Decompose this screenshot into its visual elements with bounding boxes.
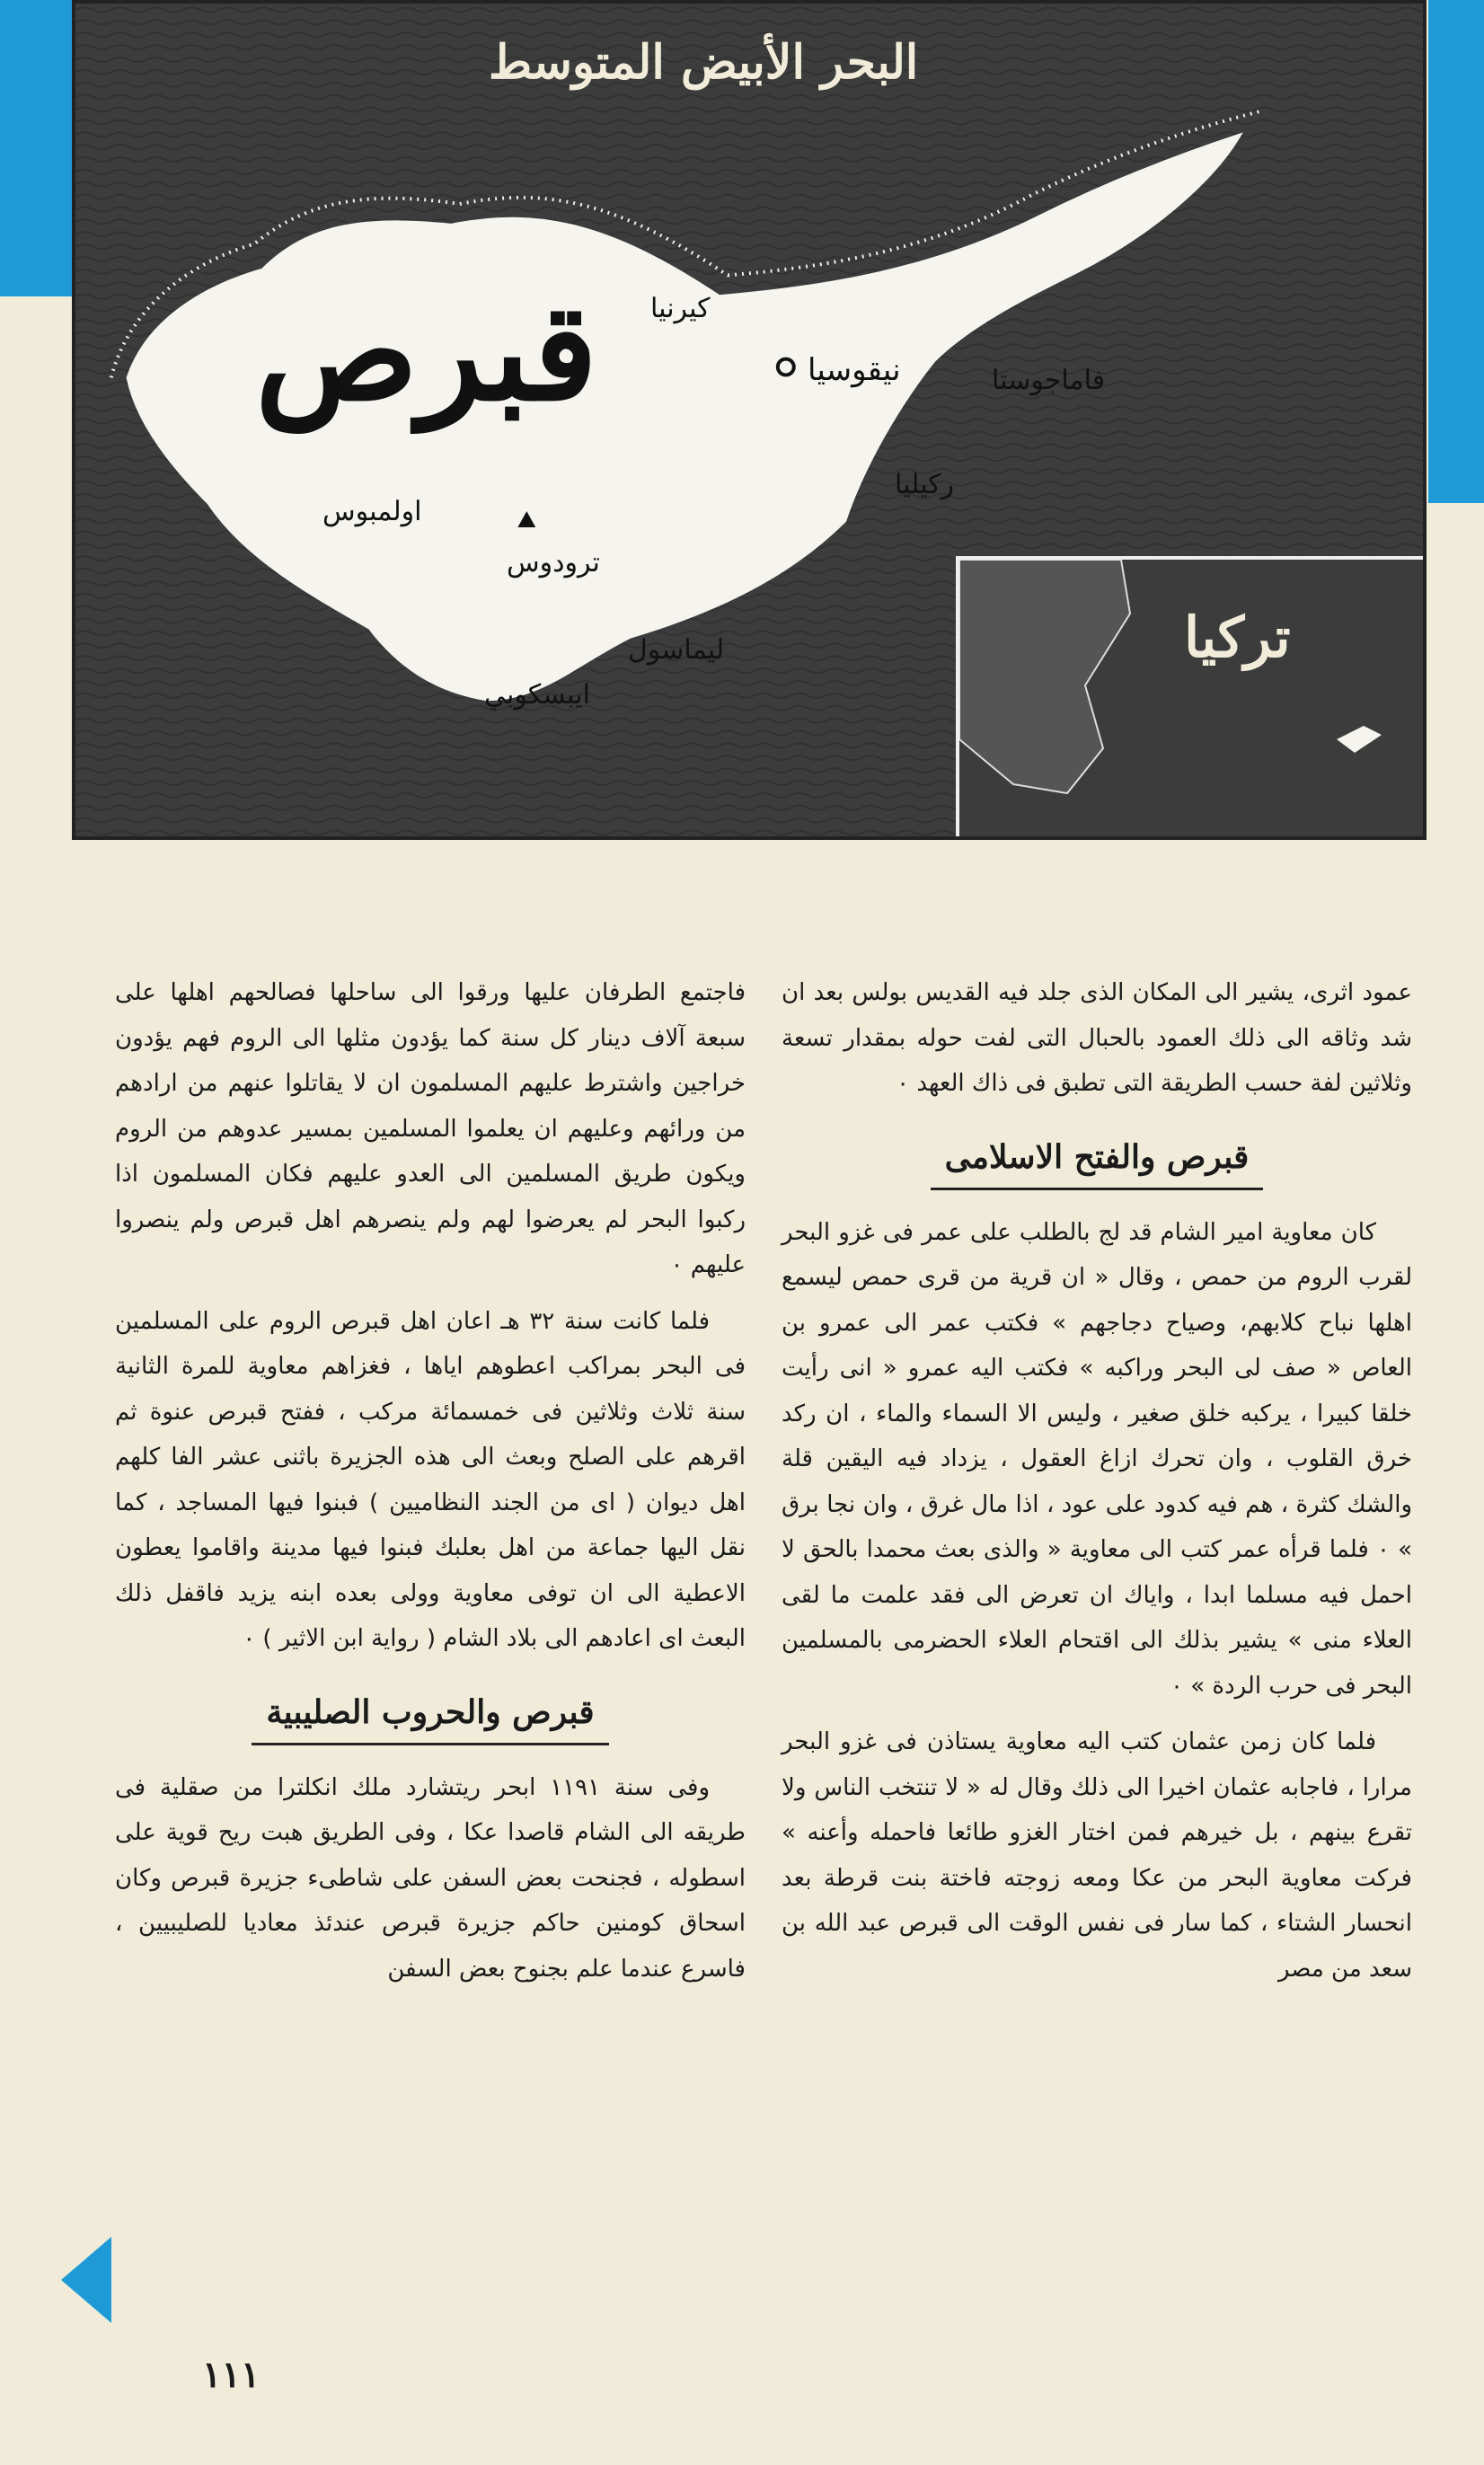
inset-map-graphic xyxy=(959,560,1427,840)
page-number: ١١١ xyxy=(202,2354,261,2396)
place-label-dhekelia: ركيليا xyxy=(895,469,954,500)
place-label-episkopi: ايبسكوبي xyxy=(484,679,590,711)
section-heading-text: قبرص والفتح الاسلامى xyxy=(931,1132,1264,1190)
cyprus-map xyxy=(72,0,1427,840)
article-paragraph: فلما كانت سنة ٣٢ هـ اعان اهل قبرص الروم على المسلمين فى البحر بمراكب اعطوهم اياها ، فغزاهم معاوية للمرة الثانية سنة ثلاث وثلاثين فى خمسمائة مركب ، ففتح قبرص عنوة ثم اقرهم على الصلح وبعث الى هذه الجزيرة باثنى عشر الفا كلهم اهل ديوان ( اى من الجند النظاميين ) فبنوا فيها المساجد ، كما نقل اليها جماعة من اهل بعلبك فبنوا فيها مدينة واقاموا يعطون الاعطية الى ان توفى معاوية وولى بعده ابنه يزيد فاقفل ذلك البعث اى اعادهم الى بلاد الشام ( رواية ابن الاثير ) ٠ xyxy=(115,1307,746,1652)
turkey-inset-map xyxy=(956,556,1427,840)
section-heading-text: قبرص والحروب الصليبية xyxy=(252,1687,608,1745)
article-paragraph: فلما كان زمن عثمان كتب اليه معاوية يستاذن فى غزو البحر مرارا ، فاجابه عثمان اخيرا الى ذلك وقال له « لا تنتخب الناس ولا تقرع بينهم ، بل خيرهم فمن اختار الغزو طائعا فاحمله وأعنه » فركت معاوية البحر من عكا ومعه زوجته فاختة بنت قرطة بعد انحسار الشتاء ، كما سار فى نفس الوقت الى قبرص عبد الله بن سعد من مصر xyxy=(782,1728,1412,1983)
place-label-limassol: ليماسول xyxy=(628,634,725,666)
decorative-blue-strip-right xyxy=(1428,0,1484,503)
article-paragraph: عمود اثرى، يشير الى المكان الذى جلد فيه القديس بولس بعد ان شد وثاقه الى ذلك العمود بالحبال التى لفت حوله بمقدار تسعة وثلاثين لفة حسب الطريقة التى تطبق فى ذاك العهد ٠ xyxy=(782,979,1412,1097)
section-heading-crusades xyxy=(115,1687,746,1745)
article-paragraph: وفى سنة ١١٩١ ابحر ريتشارد ملك انكلترا من صقلية فى طريقه الى الشام قاصدا عكا ، وفى الطريق هبت ريح قوية على اسطوله ، فجنحت بعض السفن على شاطىء جزيرة قبرص وكان اسحاق كومنين حاكم جزيرة قبرص عندئذ معاديا للصليبيين ، فاسرع عندما علم بجنوح بعض السفن xyxy=(115,1773,746,1983)
next-page-arrow-icon[interactable] xyxy=(61,2237,111,2323)
article-paragraph: كان معاوية امير الشام قد لج بالطلب على عمر فى غزو البحر لقرب الروم من حمص ، وقال « ان قرية من قرى حمص ليسمع اهلها نباح كلابهم، وصياح دجاجهم » فكتب عمر الى عمرو بن العاص « صف لى البحر وراكبه » فكتب اليه عمرو « انى رأيت خلقا كبيرا ، يركبه خلق صغير ، وليس الا السماء والماء ، ان ركد خرق القلوب ، وان تحرك ازاغ العقول ، يزداد فيه اليقين قلة والشك كثرة ، هم فيه كدود على عود ، اذا مال غرق ، وان نجا برق » ٠ فلما قرأه عمر كتب الى معاوية « والذى بعث محمدا بالحق لا احمل فيه مسلما ابدا ، واياك ان تعرض الى فقد علمت ما لقى العلاء منى » يشير بذلك الى اقتحام العلاء الحضرمى بالمسلمين البحر فى حرب الردة » ٠ xyxy=(782,1218,1412,1700)
place-label-famagusta: فاماجوستا xyxy=(992,365,1106,396)
place-label-kyrenia: كيرنيا xyxy=(650,293,711,324)
article-column-left xyxy=(115,970,746,1992)
article-paragraph: فاجتمع الطرفان عليها ورقوا الى ساحلها فصالحهم اهلها على سبعة آلاف دينار كل سنة كما يؤدون مثلها الى الروم فهم يؤدون خراجين واشترط عليهم المسلمون ان لا يقاتلوا عنهم من ارادهم من ورائهم وعليهم ان يعلموا المسلمين بمسير عدوهم من الروم ويكون طريق المسلمين الى العدو عليهم فكان المسلمون اذا ركبوا البحر لم يعرضوا لهم ولم ينصرهم اهل قبرص ولم ينصروا عليهم ٠ xyxy=(115,979,746,1278)
decorative-blue-strip-left xyxy=(0,0,72,296)
place-label-nicosia: نيقوسيا xyxy=(808,352,901,388)
island-name-label: قبرص xyxy=(255,273,598,431)
place-label-troodos: ترودوس xyxy=(507,547,600,579)
section-heading-islamic-conquest xyxy=(782,1132,1412,1190)
sea-label: البحر الأبيض المتوسط xyxy=(489,35,919,90)
article-column-right xyxy=(782,970,1412,1992)
inset-country-label: تركيا xyxy=(1184,605,1291,670)
place-label-olympus: اولمبوس xyxy=(322,496,422,527)
